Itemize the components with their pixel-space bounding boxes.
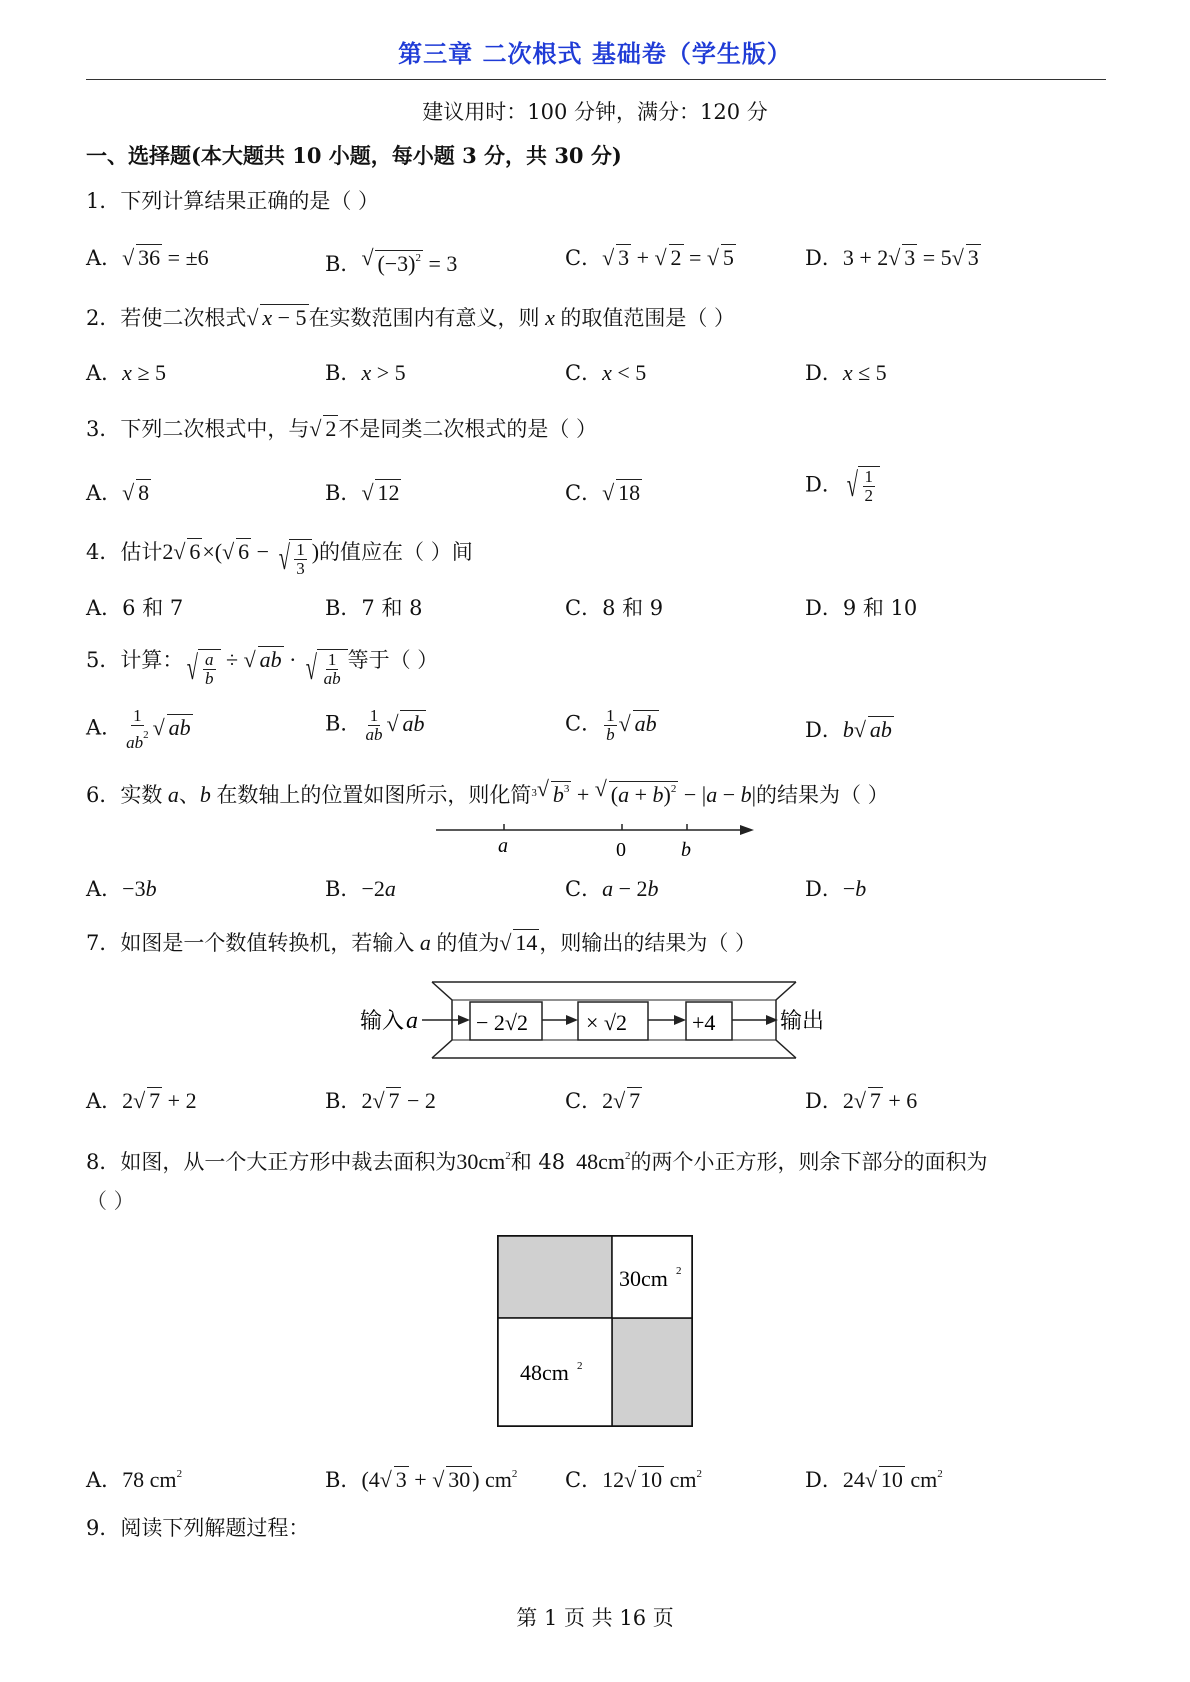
q2-option-a: A．x ≥ 5 <box>86 360 167 385</box>
q7-option-d: D．2√ 7 + 6 <box>805 1086 917 1116</box>
machine-output-label: 输出 <box>780 1009 825 1034</box>
square-48-label: 48cm <box>520 1360 569 1385</box>
q7-option-c: C．2√ 7 <box>565 1086 642 1116</box>
q1-option-d: D．3 + 2√ 3 = 5√ 3 <box>805 243 981 273</box>
q6-option-b: B．−2a <box>325 876 396 901</box>
q6-option-d: D．−b <box>805 876 867 901</box>
square-30-label: 30cm <box>619 1266 668 1291</box>
shaded-region-top <box>498 1236 612 1318</box>
q4-option-c: C．8 和 9 <box>565 596 664 620</box>
q4-option-b: B．7 和 8 <box>325 596 423 620</box>
q6-option-a: A．−3b <box>86 876 157 901</box>
number-line-arrow <box>740 825 754 835</box>
q4-option-a: A．6 和 7 <box>86 596 184 620</box>
document-title: 第三章 二次根式 基础卷（学生版） <box>398 40 792 68</box>
svg-text:− 2√2: − 2√2 <box>476 1010 528 1035</box>
q6-option-c: C．a − 2b <box>565 876 659 901</box>
q7-option-b: B．2√ 7 − 2 <box>325 1086 436 1116</box>
machine-input-label: 输入 <box>360 1009 405 1034</box>
page-footer: 第 1 页 共 16 页 <box>516 1606 674 1630</box>
q8-option-d: D．24√ 10 $cm^2$ <box>805 1459 943 1495</box>
question-9-stem: 9．阅读下列解题过程： <box>86 1516 310 1540</box>
section-heading: 一、选择题(本大题共 10 小题，每小题 3 分，共 30 分) <box>86 143 622 168</box>
q3-option-d: D． √ $\frac{1}{2}$ <box>805 466 880 506</box>
q3-option-c: C．√ 18 <box>565 478 642 508</box>
question-3-stem: 3．下列二次根式中，与√ 2不是同类二次根式的是（ ） <box>86 414 597 444</box>
q1-option-c: C．√ 3 + √ 2 = √ 5 <box>565 243 736 273</box>
svg-text:× √2: × √2 <box>586 1010 627 1035</box>
q5-option-b: B． $\frac{1}{ab}$ √ ab <box>325 707 426 744</box>
machine-input-var: a <box>406 1008 418 1034</box>
title-divider <box>86 79 1106 80</box>
q7-option-a: A．2√ 7 + 2 <box>86 1086 197 1116</box>
q8-option-c: C．12√ 10 $cm^2$ <box>565 1459 702 1495</box>
q2-option-d: D．x ≤ 5 <box>805 360 887 385</box>
q1-option-b: B．√ $(-3)^2 = 3$ <box>325 243 457 279</box>
q5-option-d: D．b√ ab <box>805 715 894 745</box>
q8-option-b: B．(4√ 3 + √ 30) $cm^2$ <box>325 1459 517 1495</box>
label-zero: 0 <box>616 839 626 861</box>
label-b: b <box>681 839 691 861</box>
svg-text:+4: +4 <box>692 1010 716 1035</box>
svg-text:2: 2 <box>676 1265 682 1277</box>
q1-option-a: A．√ 36 = ±6 <box>86 243 209 273</box>
conversion-machine-figure <box>356 978 836 1062</box>
q5-option-a: A． $\frac{1}{ab^2}$ √ ab <box>86 707 193 752</box>
question-7-stem: 7．如图是一个数值转换机，若输入 a 的值为√ 14，则输出的结果为（ ） <box>86 928 756 958</box>
number-line-figure <box>436 816 756 862</box>
question-5-stem: 5．计算： √ $\frac{a}{b}$ ÷ √ ab · √ $\frac{1}{ab}$ 等于（ ） <box>86 645 438 689</box>
label-a: a <box>498 835 508 857</box>
question-2-stem: 2．若使二次根式√ x − 5在实数范围内有意义，则 x 的取值范围是（ ） <box>86 303 735 333</box>
q2-option-c: C．x < 5 <box>565 360 647 385</box>
q8-option-a: A．78 $cm^2$ <box>86 1467 183 1492</box>
q2-option-b: B．x > 5 <box>325 360 406 385</box>
question-4-stem: 4．估计2√ 6×(√ 6 − √ $\frac{1}{3}$ )的值应在（ ）间 <box>86 537 473 579</box>
q4-option-d: D．9 和 10 <box>805 596 918 620</box>
time-score-info: 建议用时：100 分钟，满分：120 分 <box>422 100 768 124</box>
q3-option-b: B．√ 12 <box>325 478 401 508</box>
question-6-stem: 6．实数 a、b 在数轴上的位置如图所示，则化简$^3$√ $b^3$ + √ $(a + b)^2 - |a - b|$的结果为（ ） <box>86 774 889 810</box>
shaded-region-bottom <box>612 1318 692 1426</box>
question-1-stem: 1．下列计算结果正确的是（ ） <box>86 189 380 213</box>
q5-option-c: C． $\frac{1}{b}$ √ ab <box>565 707 659 744</box>
squares-figure <box>496 1234 696 1430</box>
q3-option-a: A．√ 8 <box>86 478 151 508</box>
question-8-paren: （ ） <box>86 1189 135 1213</box>
question-8-stem: 8．如图，从一个大正方形中裁去面积为$30cm^2$和 48 $48cm^2$的两个小正方形，则余下部分的面积为 <box>86 1149 988 1174</box>
svg-text:2: 2 <box>577 1360 583 1372</box>
